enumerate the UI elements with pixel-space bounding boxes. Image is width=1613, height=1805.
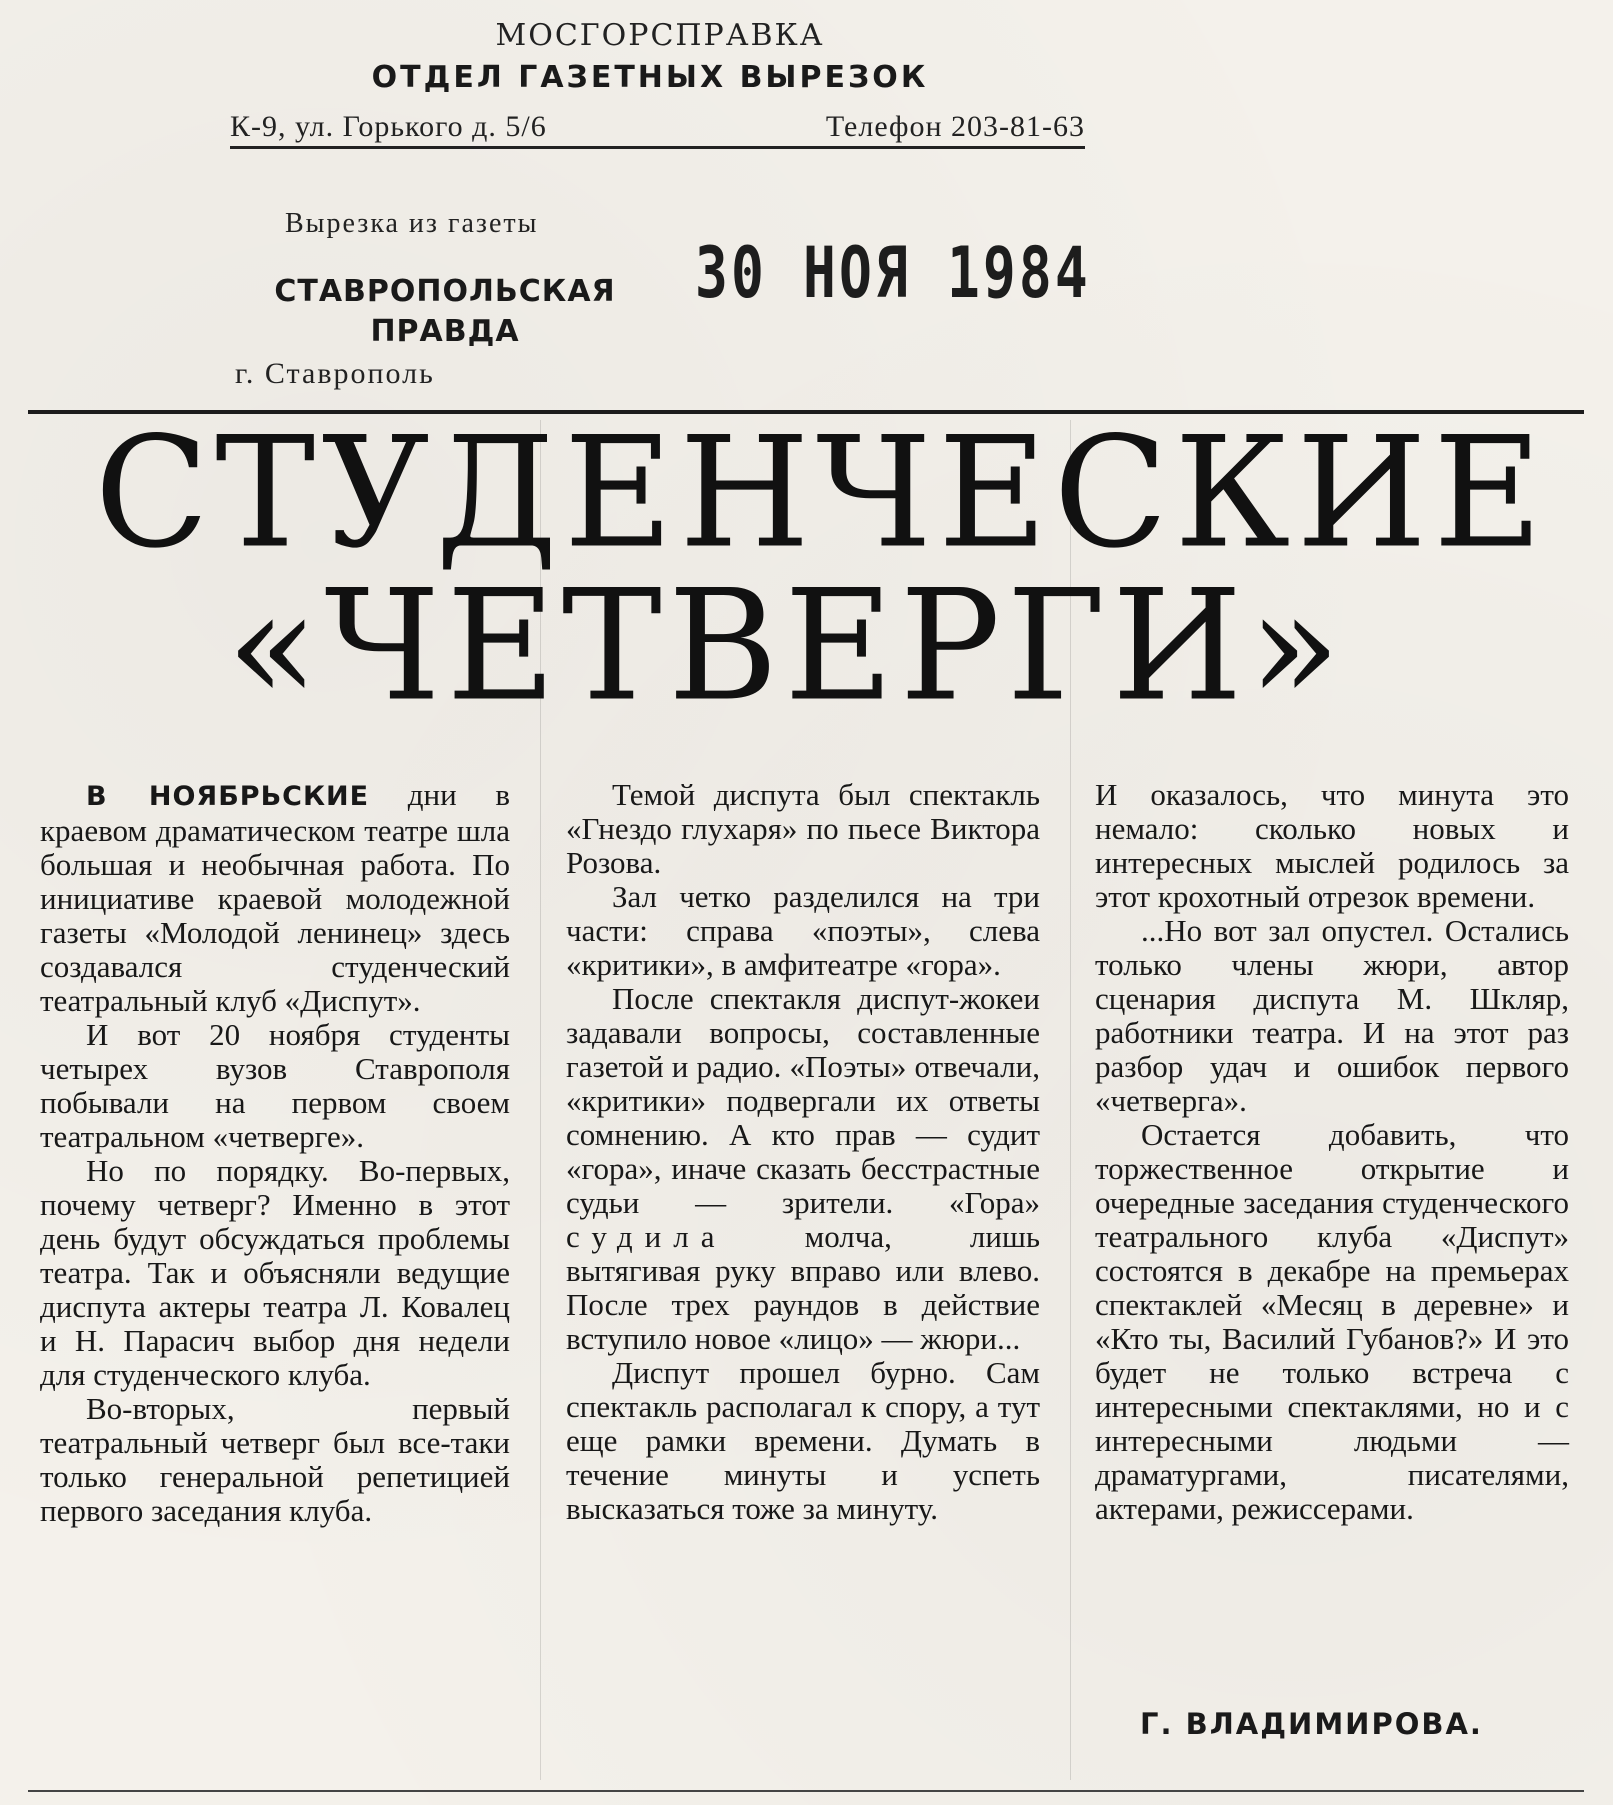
lead-caps: В НОЯБРЬСКИЕ (86, 781, 370, 812)
article-column-3 (1095, 778, 1569, 1526)
clipping-source-label: Вырезка из газеты (285, 208, 539, 239)
paragraph: И оказалось, что минута это немало: сколько новых и интересных мыслей родилось за этот крохотный отрезок времени. (1095, 777, 1569, 914)
spaced-word: судила (566, 1219, 727, 1254)
article-headline (20, 404, 1593, 736)
paragraph-text: После спектакля диспут-жокеи задавали вопросы, составленные газетой и радио. «Поэты» отвечали, «критики» подвергали их ответы сомнению. А кто прав — судит «гора», иначе сказать бесстрастные судьи — зрители. «Гора» (566, 981, 1040, 1220)
paragraph: Зал четко разделился на три части: справа «поэты», слева «критики», в амфитеатре «гора». (566, 879, 1040, 982)
agency-phone: Телефон 203-81-63 (825, 110, 1085, 143)
newspaper-name-line2: ПРАВДА (370, 314, 520, 349)
paragraph (40, 778, 510, 1018)
paragraph: Остается добавить, что торжественное открытие и очередные заседания студенческого театрального клуба «Диспут» состоятся в декабре на премьерах спектаклей «Месяц в деревне» и «Кто ты, Василий Губанов?» И это будет не только встреча с интересными спектаклями, но и с интересными людьми — драматургами, писателями, актерами, режиссерами. (1095, 1117, 1569, 1526)
paragraph: Темой диспута был спектакль «Гнездо глухаря» по пьесе Виктора Розова. (566, 777, 1040, 880)
headline-line1: СТУДЕНЧЕСКИЕ (94, 404, 1549, 583)
headline-line2: «ЧЕТВЕРГИ» (226, 557, 1347, 736)
paragraph: Но по порядку. Во-первых, почему четверг? Именно в этот день будут обсуждаться проблемы театра. Так и объясняли ведущие диспута актеры театра Л. Ковалец и Н. Парасич выбор дня недели для студенческого клуба. (40, 1153, 510, 1392)
paragraph: Диспут прошел бурно. Сам спектакль располагал к спору, а тут еще рамки времени. Думать в течение минуты и успеть высказаться тоже за минуту. (566, 1355, 1040, 1526)
newspaper-name (260, 272, 630, 352)
paragraph-text: дни в краевом драматическом театре шла большая и необычная работа. По инициативе краевой молодежной газеты «Молодой ленинец» здесь создавался студенческий театральный клуб «Диспут». (40, 777, 510, 1018)
bottom-rule (28, 1790, 1584, 1792)
newspaper-name-line1: СТАВРОПОЛЬСКАЯ (274, 274, 616, 309)
date-stamp: 30 НОЯ 1984 (695, 232, 1091, 314)
newspaper-city: г. Ставрополь (235, 357, 435, 390)
contact-line (230, 106, 1085, 149)
paragraph-text: молча, лишь вытягивая руку вправо или влево. После трех раундов в действие вступило новое «лицо» — жюри... (566, 1219, 1040, 1356)
agency-name: МОСГОРСПРАВКА (495, 18, 825, 53)
author-signature: Г. ВЛАДИМИРОВА. (1140, 1707, 1483, 1741)
paragraph: ...Но вот зал опустел. Остались только члены жюри, автор сценария диспута М. Шкляр, работники театра. И на этот раз разбор удач и ошибок первого «четверга». (1095, 913, 1569, 1118)
department-name: ОТДЕЛ ГАЗЕТНЫХ ВЫРЕЗОК (371, 60, 929, 95)
agency-address: К-9, ул. Горького д. 5/6 (230, 110, 547, 143)
paragraph: Во-вторых, первый театральный четверг был все-таки только генеральной репетицией первого заседания клуба. (40, 1391, 510, 1528)
paragraph (566, 982, 1040, 1356)
article-column-2 (566, 778, 1040, 1526)
article-column-1 (40, 778, 510, 1528)
paragraph: И вот 20 ноября студенты четырех вузов Ставрополя побывали на первом своем театральном «четверге». (40, 1017, 510, 1154)
